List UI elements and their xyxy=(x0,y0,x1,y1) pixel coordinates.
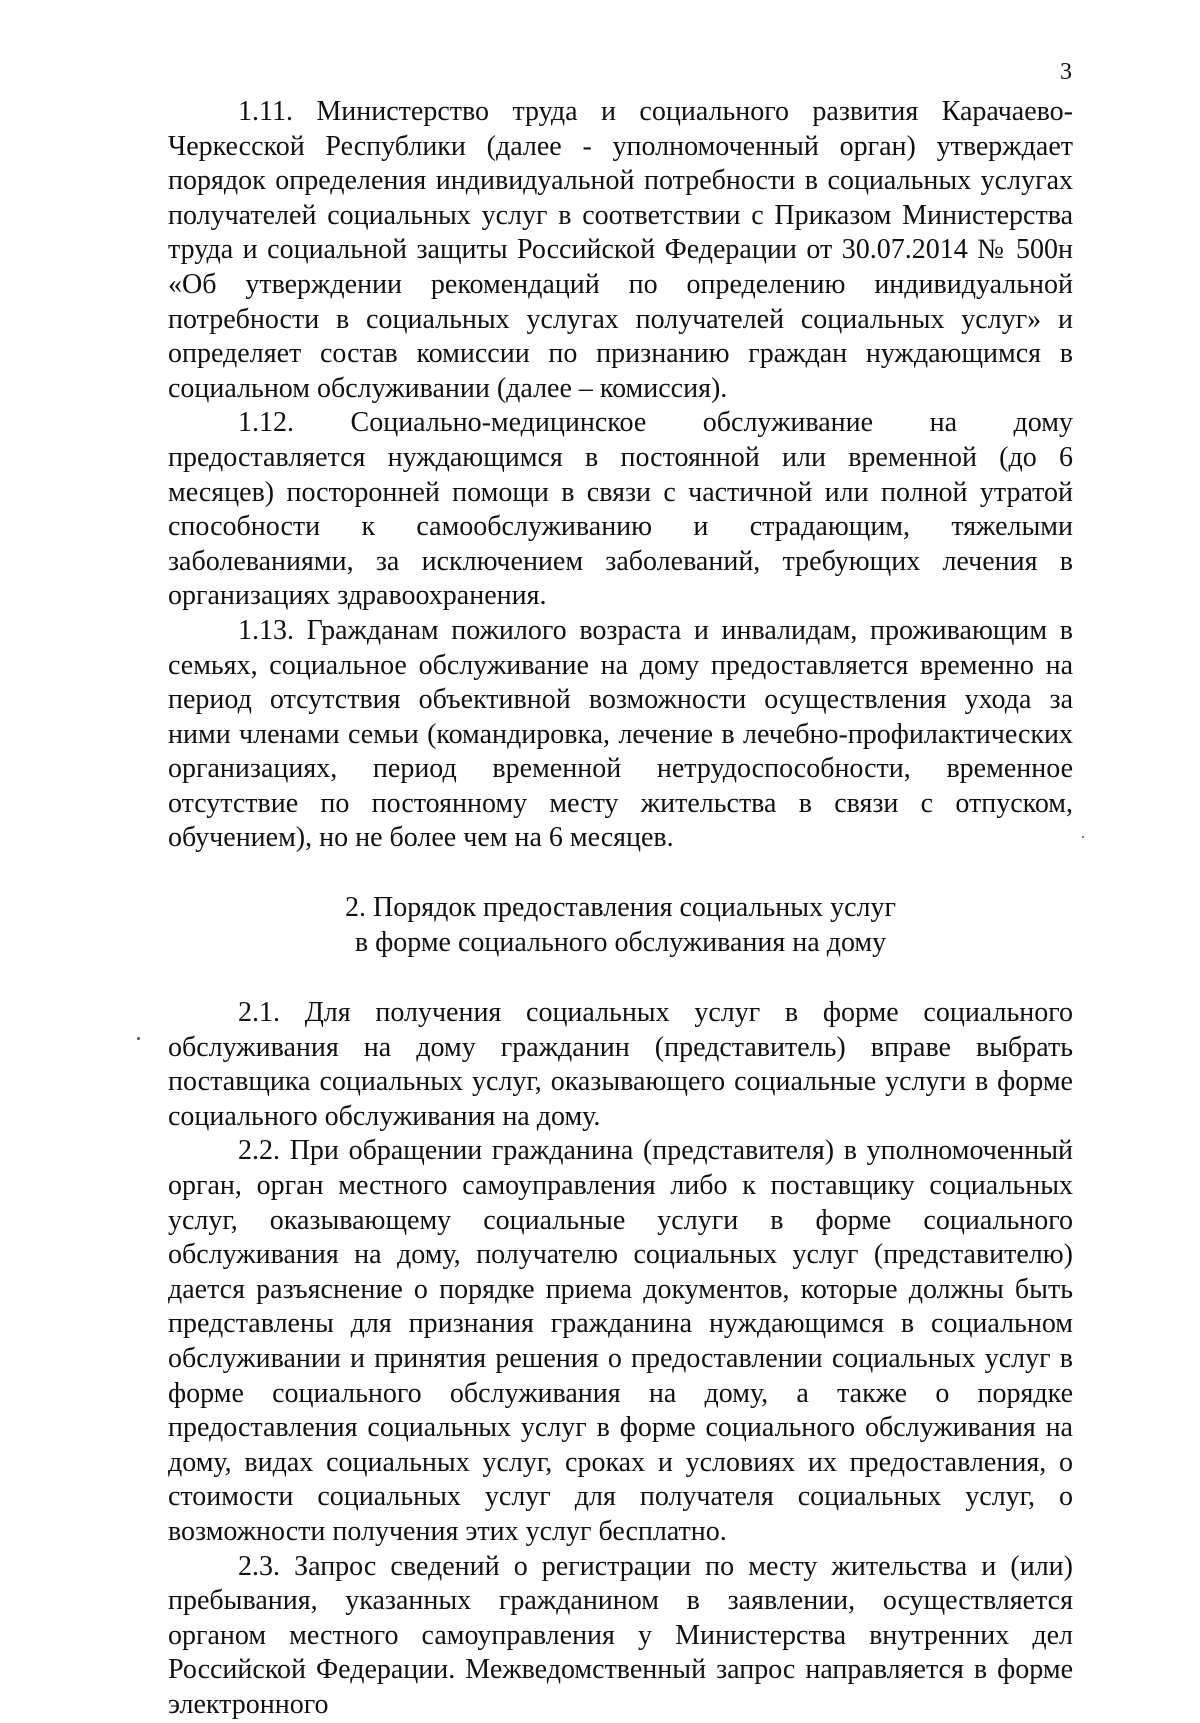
page-number: 3 xyxy=(1060,59,1072,85)
scan-speck xyxy=(137,1037,140,1040)
paragraph-1-12: 1.12. Социально-медицинское обслуживание на дому предоставляется нуждающимся в постоянной или временной (до 6 месяцев) посторонней помощи в связи с частичной или полной утратой способности к самообслуживанию и страдающим, тяжелыми заболеваниями, за исключением заболеваний, требующих лечения в организациях здравоохранения. xyxy=(168,407,1073,612)
document-body xyxy=(168,95,1073,1723)
paragraph-2-3: 2.3. Запрос сведений о регистрации по месту жительства и (или) пребывания, указанных гражданином в заявлении, осуществляется органом местного самоуправления у Министерства внутренних дел Российской Федерации. Межведомственный запрос направляется в форме электронного xyxy=(168,1550,1073,1720)
paragraph-2-2: 2.2. При обращении гражданина (представителя) в уполномоченный орган, орган местного самоуправления либо к поставщику социальных услуг, оказывающему социальные услуги в форме социального обслуживания на дому, получателю социальных услуг (представителю) дается разъяснение о порядке приема документов, которые должны быть представлены для признания гражданина нуждающимся в социальном обслуживании и принятия решения о предоставлении социальных услуг в форме социального обслуживания на дому, а также о порядке предоставления социальных услуг в форме социального обслуживания на дому, видах социальных услуг, сроках и условиях их предоставления, о стоимости социальных услуг для получателя социальных услуг, о возможности получения этих услуг бесплатно. xyxy=(168,1135,1073,1547)
paragraph-1-13: 1.13. Гражданам пожилого возраста и инвалидам, проживающим в семьях, социальное обслуживание на дому предоставляется временно на период отсутствия объективной возможности осуществления ухода за ними членами семьи (командировка, лечение в лечебно-профилактических организациях, период временной нетрудоспособности, временное отсутствие по постоянному месту жительства в связи с отпуском, обучением), но не более чем на 6 месяцев. xyxy=(168,614,1073,854)
section-heading-line-2: в форме социального обслуживания на дому xyxy=(354,927,887,959)
paragraph-1-11: 1.11. Министерство труда и социального развития Карачаево-Черкесской Республики (далее - уполномоченный орган) утверждает порядок определения индивидуальной потребности в социальных услугах получателей социальных услуг в соответствии с Приказом Министерства труда и социальной защиты Российской Федерации от 30.07.2014 № 500н «Об утверждении рекомендаций по определению индивидуальной потребности в социальных услугах получателей социальных услуг» и определяет состав комиссии по признанию граждан нуждающимся в социальном обслуживании (далее – комиссия). xyxy=(168,96,1073,404)
section-heading-line-1: 2. Порядок предоставления социальных услуг xyxy=(345,892,896,924)
paragraph-2-1: 2.1. Для получения социальных услуг в форме социального обслуживания на дому гражданин (представитель) вправе выбрать поставщика социальных услуг, оказывающего социальные услуги в форме социального обслуживания на дому. xyxy=(168,997,1073,1132)
scan-speck xyxy=(1082,836,1084,838)
section-heading xyxy=(168,890,1073,960)
